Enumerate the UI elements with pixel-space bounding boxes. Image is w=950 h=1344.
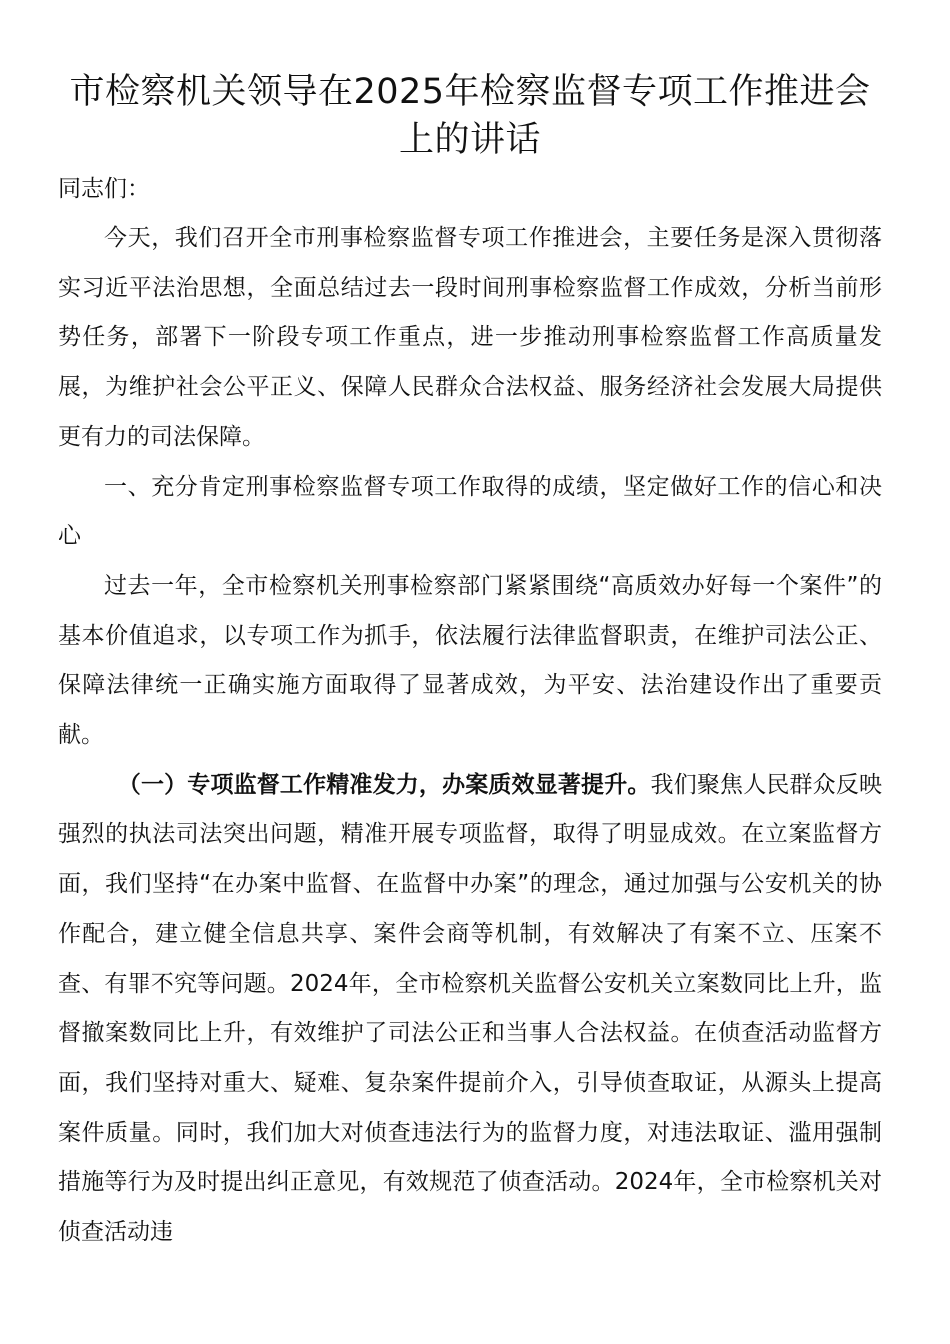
section-heading-1: 一、充分肯定刑事检察监督专项工作取得的成绩，坚定做好工作的信心和决心 — [58, 473, 882, 550]
paragraph-subsection-1 — [58, 761, 882, 1258]
paragraph-achievements: 过去一年，全市检察机关刑事检察部门紧紧围绕“高质效办好每一个案件”的基本价值追求，以专项工作为抓手，依法履行法律监督职责，在维护司法公正、保障法律统一正确实施方面取得了显著成效，为平安、法治建设作出了重要贡献。 — [58, 572, 882, 749]
subsection-body-1: 我们聚焦人民群众反映强烈的执法司法突出问题，精准开展专项监督，取得了明显成效。在立案监督方面，我们坚持“在办案中监督、在监督中办案”的理念，通过加强与公安机关的协作配合，建立健全信息共享、案件会商等机制，有效解决了有案不立、压案不查、有罪不究等问题。2024年，全市检察机关监督公安机关立案数同比上升，监督撤案数同比上升，有效维护了司法公正和当事人合法权益。在侦查活动监督方面，我们坚持对重大、疑难、复杂案件提前介入，引导侦查取证，从源头上提高案件质量。同时，我们加大对侦查违法行为的监督力度，对违法取证、滥用强制措施等行为及时提出纠正意见，有效规范了侦查活动。2024年，全市检察机关对侦查活动违 — [58, 771, 883, 1246]
subsection-heading-1: （一）专项监督工作精准发力，办案质效显著提升。 — [117, 771, 651, 798]
paragraph-intro: 今天，我们召开全市刑事检察监督专项工作推进会，主要任务是深入贯彻落实习近平法治思想，全面总结过去一段时间刑事检察监督工作成效，分析当前形势任务，部署下一阶段专项工作重点，进一步推动刑事检察监督工作高质量发展，为维护社会公平正义、保障人民群众合法权益、服务经济社会发展大局提供更有力的司法保障。 — [58, 225, 882, 450]
salutation: 同志们： — [58, 176, 150, 202]
document-page — [58, 68, 882, 1258]
document-title: 市检察机关领导在2025年检察监督专项工作推进会上的讲话 — [69, 72, 871, 160]
